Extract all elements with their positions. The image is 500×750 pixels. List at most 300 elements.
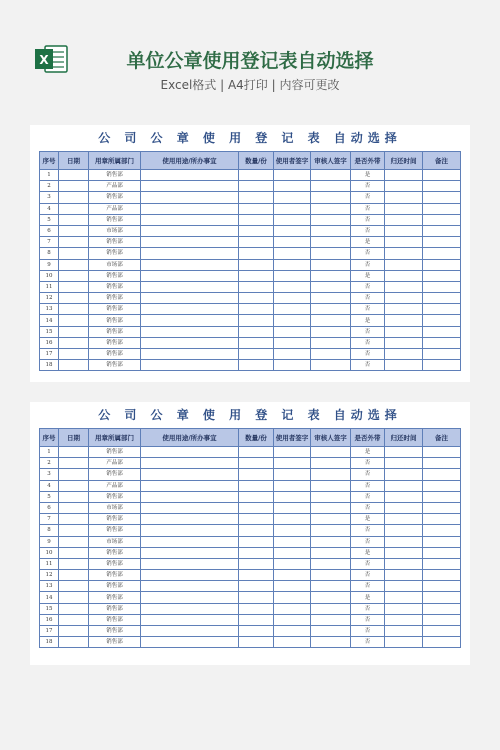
- cell-external[interactable]: 否: [351, 337, 385, 348]
- cell-return-time[interactable]: [385, 181, 423, 192]
- cell-external[interactable]: 否: [351, 293, 385, 304]
- cell-remarks[interactable]: [423, 192, 461, 203]
- cell-remarks[interactable]: [423, 248, 461, 259]
- cell-date[interactable]: [59, 603, 89, 614]
- cell-quantity[interactable]: [239, 547, 274, 558]
- cell-quantity[interactable]: [239, 525, 274, 536]
- cell-dept[interactable]: 销售部: [89, 237, 141, 248]
- cell-return-time[interactable]: [385, 558, 423, 569]
- cell-user-sign[interactable]: [274, 480, 311, 491]
- cell-quantity[interactable]: [239, 626, 274, 637]
- cell-user-sign[interactable]: [274, 192, 311, 203]
- cell-return-time[interactable]: [385, 525, 423, 536]
- cell-return-time[interactable]: [385, 315, 423, 326]
- cell-user-sign[interactable]: [274, 293, 311, 304]
- cell-external[interactable]: 是: [351, 547, 385, 558]
- cell-no[interactable]: 1: [40, 170, 59, 181]
- cell-user-sign[interactable]: [274, 514, 311, 525]
- cell-quantity[interactable]: [239, 304, 274, 315]
- cell-user-sign[interactable]: [274, 315, 311, 326]
- cell-date[interactable]: [59, 447, 89, 458]
- cell-remarks[interactable]: [423, 547, 461, 558]
- cell-reviewer-sign[interactable]: [311, 326, 351, 337]
- cell-reviewer-sign[interactable]: [311, 315, 351, 326]
- cell-remarks[interactable]: [423, 281, 461, 292]
- cell-no[interactable]: 4: [40, 203, 59, 214]
- cell-dept[interactable]: 销售部: [89, 558, 141, 569]
- cell-date[interactable]: [59, 293, 89, 304]
- cell-purpose[interactable]: [141, 502, 239, 513]
- cell-no[interactable]: 17: [40, 349, 59, 360]
- cell-remarks[interactable]: [423, 491, 461, 502]
- cell-external[interactable]: 否: [351, 558, 385, 569]
- cell-no[interactable]: 9: [40, 536, 59, 547]
- cell-quantity[interactable]: [239, 592, 274, 603]
- cell-date[interactable]: [59, 337, 89, 348]
- cell-date[interactable]: [59, 349, 89, 360]
- cell-external[interactable]: 否: [351, 214, 385, 225]
- cell-quantity[interactable]: [239, 225, 274, 236]
- cell-user-sign[interactable]: [274, 581, 311, 592]
- cell-reviewer-sign[interactable]: [311, 581, 351, 592]
- cell-no[interactable]: 16: [40, 614, 59, 625]
- cell-date[interactable]: [59, 469, 89, 480]
- cell-quantity[interactable]: [239, 248, 274, 259]
- cell-no[interactable]: 10: [40, 547, 59, 558]
- cell-return-time[interactable]: [385, 547, 423, 558]
- cell-user-sign[interactable]: [274, 170, 311, 181]
- cell-no[interactable]: 12: [40, 293, 59, 304]
- cell-date[interactable]: [59, 558, 89, 569]
- cell-user-sign[interactable]: [274, 225, 311, 236]
- cell-quantity[interactable]: [239, 181, 274, 192]
- cell-dept[interactable]: 销售部: [89, 637, 141, 648]
- cell-purpose[interactable]: [141, 447, 239, 458]
- cell-quantity[interactable]: [239, 581, 274, 592]
- cell-date[interactable]: [59, 547, 89, 558]
- cell-remarks[interactable]: [423, 558, 461, 569]
- cell-purpose[interactable]: [141, 225, 239, 236]
- cell-reviewer-sign[interactable]: [311, 626, 351, 637]
- cell-external[interactable]: 否: [351, 225, 385, 236]
- cell-return-time[interactable]: [385, 326, 423, 337]
- cell-dept[interactable]: 市场部: [89, 536, 141, 547]
- cell-reviewer-sign[interactable]: [311, 281, 351, 292]
- cell-reviewer-sign[interactable]: [311, 491, 351, 502]
- cell-return-time[interactable]: [385, 447, 423, 458]
- cell-reviewer-sign[interactable]: [311, 536, 351, 547]
- cell-purpose[interactable]: [141, 614, 239, 625]
- cell-remarks[interactable]: [423, 614, 461, 625]
- cell-dept[interactable]: 销售部: [89, 315, 141, 326]
- cell-external[interactable]: 是: [351, 514, 385, 525]
- cell-reviewer-sign[interactable]: [311, 525, 351, 536]
- cell-date[interactable]: [59, 637, 89, 648]
- cell-reviewer-sign[interactable]: [311, 225, 351, 236]
- cell-remarks[interactable]: [423, 203, 461, 214]
- cell-user-sign[interactable]: [274, 337, 311, 348]
- cell-purpose[interactable]: [141, 337, 239, 348]
- cell-date[interactable]: [59, 192, 89, 203]
- cell-no[interactable]: 3: [40, 469, 59, 480]
- cell-external[interactable]: 否: [351, 360, 385, 371]
- cell-quantity[interactable]: [239, 491, 274, 502]
- cell-reviewer-sign[interactable]: [311, 360, 351, 371]
- cell-quantity[interactable]: [239, 192, 274, 203]
- cell-reviewer-sign[interactable]: [311, 480, 351, 491]
- cell-dept[interactable]: 销售部: [89, 469, 141, 480]
- cell-user-sign[interactable]: [274, 558, 311, 569]
- cell-reviewer-sign[interactable]: [311, 192, 351, 203]
- cell-return-time[interactable]: [385, 225, 423, 236]
- cell-user-sign[interactable]: [274, 637, 311, 648]
- cell-return-time[interactable]: [385, 637, 423, 648]
- cell-reviewer-sign[interactable]: [311, 349, 351, 360]
- cell-date[interactable]: [59, 214, 89, 225]
- cell-return-time[interactable]: [385, 491, 423, 502]
- cell-quantity[interactable]: [239, 315, 274, 326]
- cell-remarks[interactable]: [423, 214, 461, 225]
- cell-dept[interactable]: 销售部: [89, 270, 141, 281]
- cell-quantity[interactable]: [239, 281, 274, 292]
- cell-return-time[interactable]: [385, 469, 423, 480]
- cell-no[interactable]: 7: [40, 237, 59, 248]
- cell-remarks[interactable]: [423, 225, 461, 236]
- cell-reviewer-sign[interactable]: [311, 469, 351, 480]
- cell-external[interactable]: 是: [351, 592, 385, 603]
- cell-dept[interactable]: 销售部: [89, 281, 141, 292]
- cell-user-sign[interactable]: [274, 214, 311, 225]
- cell-dept[interactable]: 销售部: [89, 581, 141, 592]
- cell-external[interactable]: 否: [351, 614, 385, 625]
- cell-user-sign[interactable]: [274, 248, 311, 259]
- cell-purpose[interactable]: [141, 581, 239, 592]
- cell-remarks[interactable]: [423, 447, 461, 458]
- cell-date[interactable]: [59, 248, 89, 259]
- cell-return-time[interactable]: [385, 270, 423, 281]
- cell-date[interactable]: [59, 170, 89, 181]
- cell-return-time[interactable]: [385, 293, 423, 304]
- cell-user-sign[interactable]: [274, 469, 311, 480]
- cell-return-time[interactable]: [385, 337, 423, 348]
- cell-reviewer-sign[interactable]: [311, 214, 351, 225]
- cell-return-time[interactable]: [385, 570, 423, 581]
- cell-quantity[interactable]: [239, 360, 274, 371]
- cell-purpose[interactable]: [141, 259, 239, 270]
- cell-dept[interactable]: 产品部: [89, 458, 141, 469]
- cell-external[interactable]: 否: [351, 581, 385, 592]
- cell-date[interactable]: [59, 514, 89, 525]
- cell-remarks[interactable]: [423, 181, 461, 192]
- cell-external[interactable]: 否: [351, 502, 385, 513]
- cell-reviewer-sign[interactable]: [311, 570, 351, 581]
- cell-external[interactable]: 否: [351, 603, 385, 614]
- cell-return-time[interactable]: [385, 248, 423, 259]
- cell-remarks[interactable]: [423, 259, 461, 270]
- cell-purpose[interactable]: [141, 326, 239, 337]
- cell-reviewer-sign[interactable]: [311, 592, 351, 603]
- cell-dept[interactable]: 销售部: [89, 192, 141, 203]
- cell-date[interactable]: [59, 203, 89, 214]
- cell-no[interactable]: 2: [40, 181, 59, 192]
- cell-reviewer-sign[interactable]: [311, 259, 351, 270]
- cell-dept[interactable]: 销售部: [89, 592, 141, 603]
- cell-quantity[interactable]: [239, 614, 274, 625]
- cell-remarks[interactable]: [423, 315, 461, 326]
- cell-external[interactable]: 否: [351, 458, 385, 469]
- cell-dept[interactable]: 销售部: [89, 304, 141, 315]
- cell-quantity[interactable]: [239, 558, 274, 569]
- cell-no[interactable]: 8: [40, 248, 59, 259]
- cell-user-sign[interactable]: [274, 614, 311, 625]
- cell-purpose[interactable]: [141, 458, 239, 469]
- cell-external[interactable]: 否: [351, 525, 385, 536]
- cell-user-sign[interactable]: [274, 326, 311, 337]
- cell-user-sign[interactable]: [274, 360, 311, 371]
- cell-external[interactable]: 否: [351, 570, 385, 581]
- cell-reviewer-sign[interactable]: [311, 447, 351, 458]
- cell-dept[interactable]: 市场部: [89, 502, 141, 513]
- cell-no[interactable]: 14: [40, 592, 59, 603]
- cell-reviewer-sign[interactable]: [311, 614, 351, 625]
- cell-no[interactable]: 15: [40, 603, 59, 614]
- cell-no[interactable]: 5: [40, 214, 59, 225]
- cell-external[interactable]: 否: [351, 304, 385, 315]
- cell-date[interactable]: [59, 614, 89, 625]
- cell-purpose[interactable]: [141, 570, 239, 581]
- cell-no[interactable]: 13: [40, 581, 59, 592]
- cell-dept[interactable]: 产品部: [89, 480, 141, 491]
- cell-reviewer-sign[interactable]: [311, 203, 351, 214]
- cell-dept[interactable]: 市场部: [89, 225, 141, 236]
- cell-remarks[interactable]: [423, 349, 461, 360]
- cell-reviewer-sign[interactable]: [311, 181, 351, 192]
- cell-no[interactable]: 14: [40, 315, 59, 326]
- cell-quantity[interactable]: [239, 326, 274, 337]
- cell-return-time[interactable]: [385, 614, 423, 625]
- cell-date[interactable]: [59, 326, 89, 337]
- cell-purpose[interactable]: [141, 626, 239, 637]
- cell-no[interactable]: 18: [40, 360, 59, 371]
- cell-remarks[interactable]: [423, 237, 461, 248]
- cell-quantity[interactable]: [239, 637, 274, 648]
- cell-purpose[interactable]: [141, 525, 239, 536]
- cell-reviewer-sign[interactable]: [311, 458, 351, 469]
- cell-reviewer-sign[interactable]: [311, 237, 351, 248]
- cell-external[interactable]: 是: [351, 315, 385, 326]
- cell-no[interactable]: 11: [40, 558, 59, 569]
- cell-purpose[interactable]: [141, 281, 239, 292]
- cell-no[interactable]: 11: [40, 281, 59, 292]
- cell-no[interactable]: 18: [40, 637, 59, 648]
- cell-quantity[interactable]: [239, 603, 274, 614]
- cell-purpose[interactable]: [141, 270, 239, 281]
- cell-external[interactable]: 否: [351, 469, 385, 480]
- cell-external[interactable]: 否: [351, 536, 385, 547]
- cell-quantity[interactable]: [239, 337, 274, 348]
- cell-remarks[interactable]: [423, 637, 461, 648]
- cell-dept[interactable]: 市场部: [89, 259, 141, 270]
- cell-external[interactable]: 是: [351, 447, 385, 458]
- cell-purpose[interactable]: [141, 592, 239, 603]
- cell-return-time[interactable]: [385, 203, 423, 214]
- cell-return-time[interactable]: [385, 502, 423, 513]
- cell-reviewer-sign[interactable]: [311, 558, 351, 569]
- cell-return-time[interactable]: [385, 603, 423, 614]
- cell-dept[interactable]: 销售部: [89, 626, 141, 637]
- cell-remarks[interactable]: [423, 525, 461, 536]
- cell-dept[interactable]: 销售部: [89, 447, 141, 458]
- cell-dept[interactable]: 销售部: [89, 360, 141, 371]
- cell-date[interactable]: [59, 360, 89, 371]
- cell-date[interactable]: [59, 270, 89, 281]
- cell-quantity[interactable]: [239, 349, 274, 360]
- cell-dept[interactable]: 销售部: [89, 525, 141, 536]
- cell-user-sign[interactable]: [274, 570, 311, 581]
- cell-date[interactable]: [59, 281, 89, 292]
- cell-user-sign[interactable]: [274, 603, 311, 614]
- cell-date[interactable]: [59, 502, 89, 513]
- cell-return-time[interactable]: [385, 281, 423, 292]
- cell-external[interactable]: 否: [351, 491, 385, 502]
- cell-return-time[interactable]: [385, 626, 423, 637]
- cell-user-sign[interactable]: [274, 547, 311, 558]
- cell-dept[interactable]: 销售部: [89, 547, 141, 558]
- cell-reviewer-sign[interactable]: [311, 514, 351, 525]
- cell-purpose[interactable]: [141, 547, 239, 558]
- cell-date[interactable]: [59, 315, 89, 326]
- cell-user-sign[interactable]: [274, 458, 311, 469]
- cell-dept[interactable]: 销售部: [89, 349, 141, 360]
- cell-no[interactable]: 6: [40, 502, 59, 513]
- cell-user-sign[interactable]: [274, 592, 311, 603]
- cell-remarks[interactable]: [423, 458, 461, 469]
- cell-no[interactable]: 1: [40, 447, 59, 458]
- cell-remarks[interactable]: [423, 270, 461, 281]
- cell-user-sign[interactable]: [274, 304, 311, 315]
- cell-purpose[interactable]: [141, 360, 239, 371]
- cell-external[interactable]: 是: [351, 170, 385, 181]
- cell-return-time[interactable]: [385, 259, 423, 270]
- cell-date[interactable]: [59, 626, 89, 637]
- cell-purpose[interactable]: [141, 293, 239, 304]
- cell-user-sign[interactable]: [274, 491, 311, 502]
- cell-dept[interactable]: 销售部: [89, 491, 141, 502]
- cell-quantity[interactable]: [239, 447, 274, 458]
- cell-purpose[interactable]: [141, 514, 239, 525]
- cell-purpose[interactable]: [141, 192, 239, 203]
- cell-return-time[interactable]: [385, 192, 423, 203]
- cell-return-time[interactable]: [385, 349, 423, 360]
- cell-user-sign[interactable]: [274, 270, 311, 281]
- cell-quantity[interactable]: [239, 570, 274, 581]
- cell-no[interactable]: 6: [40, 225, 59, 236]
- cell-dept[interactable]: 销售部: [89, 326, 141, 337]
- cell-remarks[interactable]: [423, 581, 461, 592]
- cell-external[interactable]: 否: [351, 192, 385, 203]
- cell-return-time[interactable]: [385, 458, 423, 469]
- cell-return-time[interactable]: [385, 360, 423, 371]
- cell-dept[interactable]: 销售部: [89, 570, 141, 581]
- cell-return-time[interactable]: [385, 581, 423, 592]
- cell-dept[interactable]: 产品部: [89, 203, 141, 214]
- cell-remarks[interactable]: [423, 536, 461, 547]
- cell-dept[interactable]: 销售部: [89, 293, 141, 304]
- cell-dept[interactable]: 销售部: [89, 614, 141, 625]
- cell-quantity[interactable]: [239, 469, 274, 480]
- cell-dept[interactable]: 销售部: [89, 170, 141, 181]
- cell-dept[interactable]: 销售部: [89, 514, 141, 525]
- cell-purpose[interactable]: [141, 248, 239, 259]
- cell-no[interactable]: 9: [40, 259, 59, 270]
- cell-quantity[interactable]: [239, 480, 274, 491]
- cell-external[interactable]: 是: [351, 270, 385, 281]
- cell-user-sign[interactable]: [274, 536, 311, 547]
- cell-return-time[interactable]: [385, 170, 423, 181]
- cell-external[interactable]: 否: [351, 480, 385, 491]
- cell-no[interactable]: 2: [40, 458, 59, 469]
- cell-remarks[interactable]: [423, 592, 461, 603]
- cell-purpose[interactable]: [141, 480, 239, 491]
- cell-purpose[interactable]: [141, 315, 239, 326]
- cell-remarks[interactable]: [423, 304, 461, 315]
- cell-no[interactable]: 15: [40, 326, 59, 337]
- cell-reviewer-sign[interactable]: [311, 270, 351, 281]
- cell-remarks[interactable]: [423, 326, 461, 337]
- cell-remarks[interactable]: [423, 469, 461, 480]
- cell-quantity[interactable]: [239, 270, 274, 281]
- cell-no[interactable]: 16: [40, 337, 59, 348]
- cell-external[interactable]: 否: [351, 637, 385, 648]
- cell-dept[interactable]: 销售部: [89, 248, 141, 259]
- cell-external[interactable]: 否: [351, 626, 385, 637]
- cell-external[interactable]: 否: [351, 259, 385, 270]
- cell-remarks[interactable]: [423, 570, 461, 581]
- cell-no[interactable]: 5: [40, 491, 59, 502]
- cell-date[interactable]: [59, 181, 89, 192]
- cell-no[interactable]: 12: [40, 570, 59, 581]
- cell-date[interactable]: [59, 536, 89, 547]
- cell-external[interactable]: 是: [351, 237, 385, 248]
- cell-user-sign[interactable]: [274, 502, 311, 513]
- cell-remarks[interactable]: [423, 337, 461, 348]
- cell-date[interactable]: [59, 570, 89, 581]
- cell-reviewer-sign[interactable]: [311, 248, 351, 259]
- cell-no[interactable]: 10: [40, 270, 59, 281]
- cell-reviewer-sign[interactable]: [311, 547, 351, 558]
- cell-remarks[interactable]: [423, 626, 461, 637]
- cell-quantity[interactable]: [239, 214, 274, 225]
- cell-user-sign[interactable]: [274, 237, 311, 248]
- cell-quantity[interactable]: [239, 203, 274, 214]
- cell-return-time[interactable]: [385, 480, 423, 491]
- cell-remarks[interactable]: [423, 514, 461, 525]
- cell-external[interactable]: 否: [351, 281, 385, 292]
- cell-external[interactable]: 否: [351, 248, 385, 259]
- cell-user-sign[interactable]: [274, 626, 311, 637]
- cell-reviewer-sign[interactable]: [311, 637, 351, 648]
- cell-quantity[interactable]: [239, 502, 274, 513]
- cell-purpose[interactable]: [141, 214, 239, 225]
- cell-reviewer-sign[interactable]: [311, 304, 351, 315]
- cell-purpose[interactable]: [141, 536, 239, 547]
- cell-no[interactable]: 4: [40, 480, 59, 491]
- cell-no[interactable]: 17: [40, 626, 59, 637]
- cell-external[interactable]: 否: [351, 203, 385, 214]
- cell-reviewer-sign[interactable]: [311, 502, 351, 513]
- cell-external[interactable]: 否: [351, 349, 385, 360]
- cell-dept[interactable]: 销售部: [89, 337, 141, 348]
